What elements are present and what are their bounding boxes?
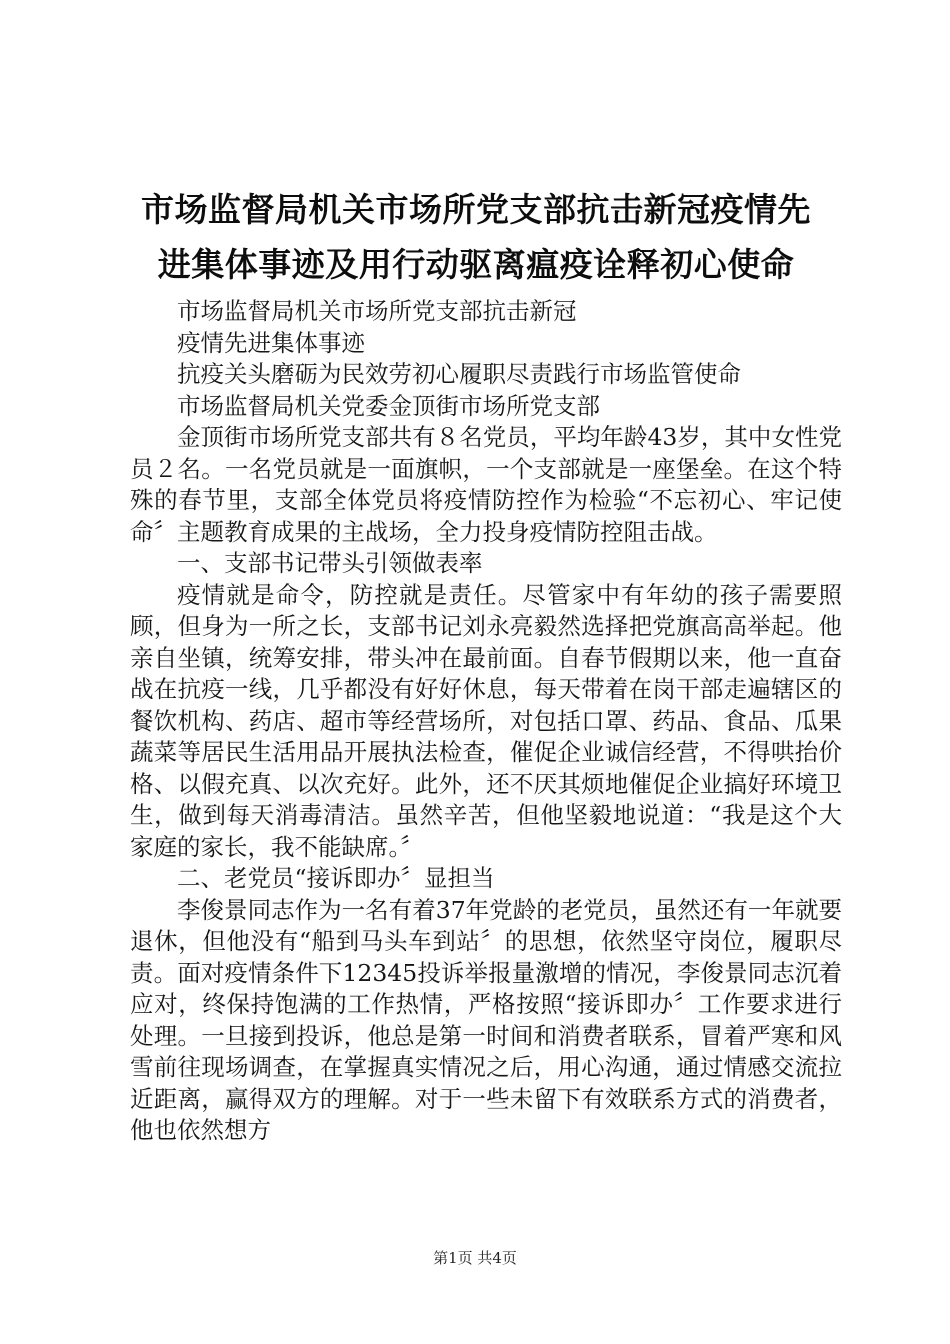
paragraph-section-2: 李俊景同志作为一名有着37年党龄的老党员，虽然还有一年就要退休，但他没有“船到马头车到站〞的思想，依然坚守岗位，履职尽责。面对疫情条件下12345投诉举报量激增的情况，李俊景同志沉着应对，终保持饱满的工作热情，严格按照“接诉即办〞工作要求进行处理。一旦接到投诉，他总是第一时间和消费者联系，冒着严寒和风雪前往现场调查，在掌握真实情况之后，用心沟通，通过情感交流拉近距离，赢得双方的理解。对于一些未留下有效联系方式的消费者，他也依然想方	[130, 895, 842, 1144]
paragraph-section-1: 疫情就是命令，防控就是责任。尽管家中有年幼的孩子需要照顾，但身为一所之长，支部书记刘永亮毅然选择把党旗高高举起。他亲自坐镇，统筹安排，带头冲在最前面。自春节假期以来，他一直奋战在抗疫一线，几乎都没有好好休息，每天带着在岗干部走遍辖区的餐饮机构、药店、超市等经营场所，对包括口罩、药品、食品、瓜果蔬菜等居民生活用品开展执法检查，催促企业诚信经营，不得哄抬价格、以假充真、以次充好。此外，还不厌其烦地催促企业搞好环境卫生，做到每天消毒清洁。虽然辛苦，但他坚毅地说道：“我是这个大家庭的家长，我不能缺席。〞	[130, 580, 842, 861]
title-line-1: 市场监督局机关市场所党支部抗击新冠疫情先	[141, 190, 811, 229]
paragraph-heading-branch: 市场监督局机关党委金顶街市场所党支部	[177, 391, 600, 420]
paragraph-heading-unit: 市场监督局机关市场所党支部抗击新冠	[177, 297, 577, 325]
paragraph-heading-theme: 抗疫关头磨砺为民效劳初心履职尽责践行市场监管使命	[177, 360, 741, 388]
title-line-2: 进集体事迹及用行动驱离瘟疫诠释初心使命	[157, 245, 795, 284]
document-body	[130, 296, 842, 1147]
paragraph-heading-subtitle: 疫情先进集体事迹	[177, 328, 365, 357]
section-heading-1: 一、支部书记带头引领做表率	[177, 549, 483, 577]
document-title	[118, 182, 834, 292]
page-number-footer: 第1页 共4页	[433, 1249, 517, 1267]
section-heading-2: 二、老党员“接诉即办〞显担当	[177, 864, 495, 892]
paragraph-intro: 金顶街市场所党支部共有８名党员，平均年龄43岁，其中女性党员２名。一名党员就是一面旗帜，一个支部就是一座堡垒。在这个特殊的春节里，支部全体党员将疫情防控作为检验“不忘初心、牢记使命〞主题教育成果的主战场，全力投身疫情防控阻击战。	[130, 423, 842, 546]
